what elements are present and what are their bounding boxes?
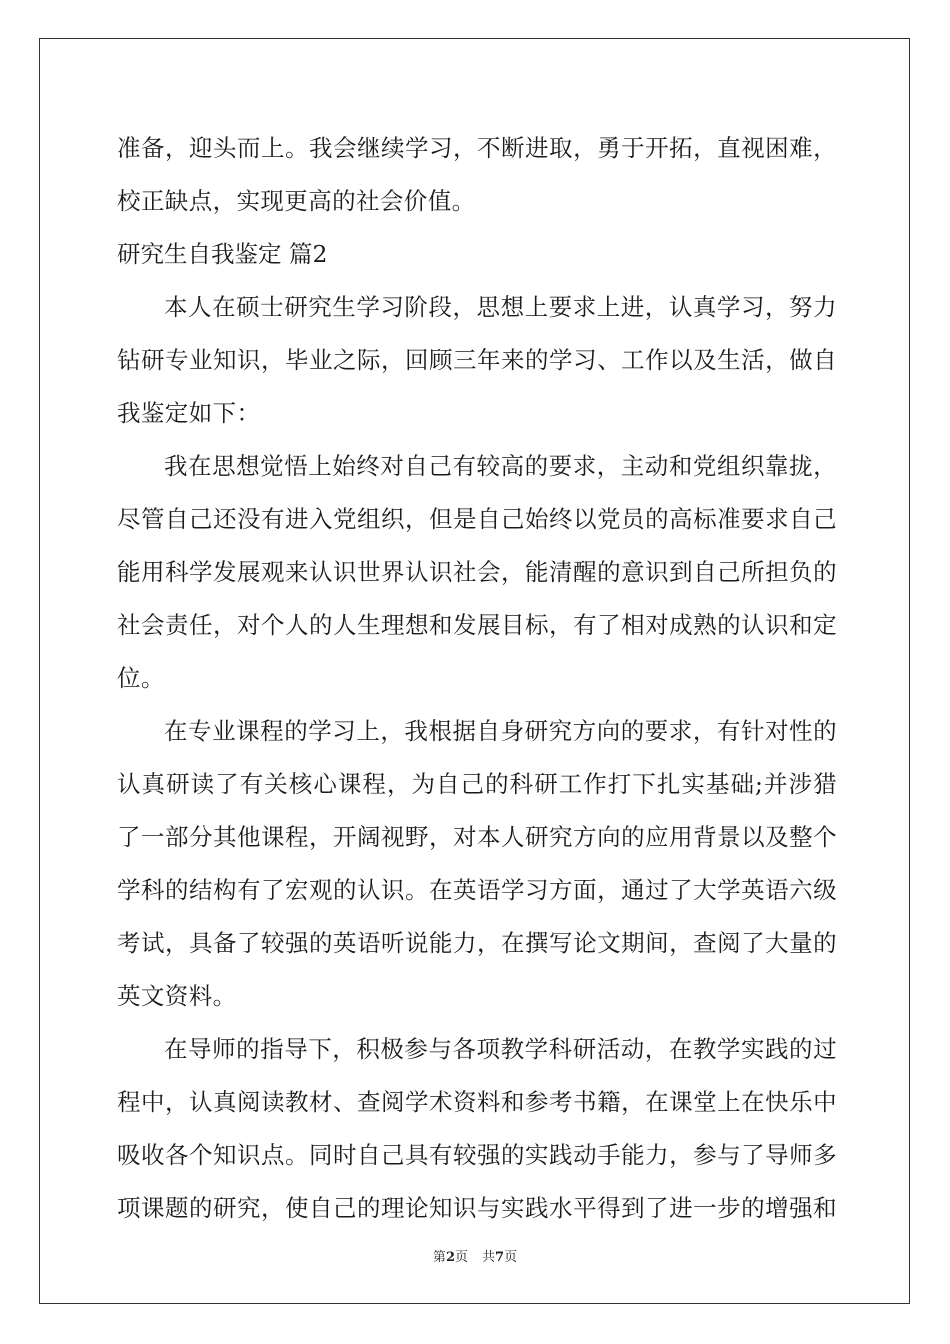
text-line: 认真研读了有关核心课程，为自己的科研工作打下扎实基础;并涉猎 bbox=[117, 770, 837, 798]
page-suffix: 页 bbox=[454, 1250, 468, 1265]
text-line: 钻研专业知识，毕业之际，回顾三年来的学习、工作以及生活，做自 bbox=[117, 346, 837, 374]
text-line: 程中，认真阅读教材、查阅学术资料和参考书籍，在课堂上在快乐中 bbox=[117, 1088, 837, 1116]
document-body bbox=[117, 122, 837, 1235]
text-line: 学科的结构有了宏观的认识。在英语学习方面，通过了大学英语六级 bbox=[117, 876, 837, 904]
text-line: 准备，迎头而上。我会继续学习，不断进取，勇于开拓，直视困难， bbox=[117, 134, 837, 162]
page-number-label bbox=[433, 1246, 468, 1265]
text-line: 了一部分其他课程，开阔视野，对本人研究方向的应用背景以及整个 bbox=[117, 823, 837, 851]
text-line: 社会责任，对个人的人生理想和发展目标，有了相对成熟的认识和定 bbox=[117, 611, 837, 639]
total-suffix: 页 bbox=[504, 1250, 518, 1265]
text-line: 尽管自己还没有进入党组织，但是自己始终以党员的高标准要求自己 bbox=[117, 505, 837, 533]
paragraph-continued bbox=[117, 122, 837, 228]
page-footer bbox=[0, 1246, 950, 1265]
page-total-label bbox=[482, 1246, 517, 1265]
text-line: 本人在硕士研究生学习阶段，思想上要求上进，认真学习，努力 bbox=[164, 293, 837, 321]
text-line: 能用科学发展观来认识世界认识社会，能清醒的意识到自己所担负的 bbox=[117, 558, 837, 586]
text-line: 在专业课程的学习上，我根据自身研究方向的要求，有针对性的 bbox=[164, 717, 837, 745]
paragraph bbox=[117, 281, 837, 440]
text-line: 我鉴定如下： bbox=[117, 399, 261, 427]
page-prefix: 第 bbox=[432, 1250, 446, 1265]
text-line: 位。 bbox=[117, 664, 165, 692]
paragraph bbox=[117, 1023, 837, 1235]
text-line: 我在思想觉悟上始终对自己有较高的要求，主动和党组织靠拢， bbox=[164, 452, 837, 480]
text-line: 吸收各个知识点。同时自己具有较强的实践动手能力，参与了导师多 bbox=[117, 1141, 837, 1169]
paragraph bbox=[117, 705, 837, 1023]
current-page-number: 2 bbox=[445, 1250, 455, 1265]
total-prefix: 共 bbox=[482, 1250, 496, 1265]
text-line: 英文资料。 bbox=[117, 982, 237, 1010]
paragraph bbox=[117, 440, 837, 705]
text-line: 考试，具备了较强的英语听说能力，在撰写论文期间，查阅了大量的 bbox=[117, 929, 837, 957]
text-line: 在导师的指导下，积极参与各项教学科研活动，在教学实践的过 bbox=[164, 1035, 837, 1063]
section-heading: 研究生自我鉴定 篇2 bbox=[117, 240, 328, 268]
text-line: 校正缺点，实现更高的社会价值。 bbox=[117, 187, 476, 215]
total-page-number: 7 bbox=[495, 1250, 505, 1265]
text-line: 项课题的研究，使自己的理论知识与实践水平得到了进一步的增强和 bbox=[117, 1194, 837, 1222]
